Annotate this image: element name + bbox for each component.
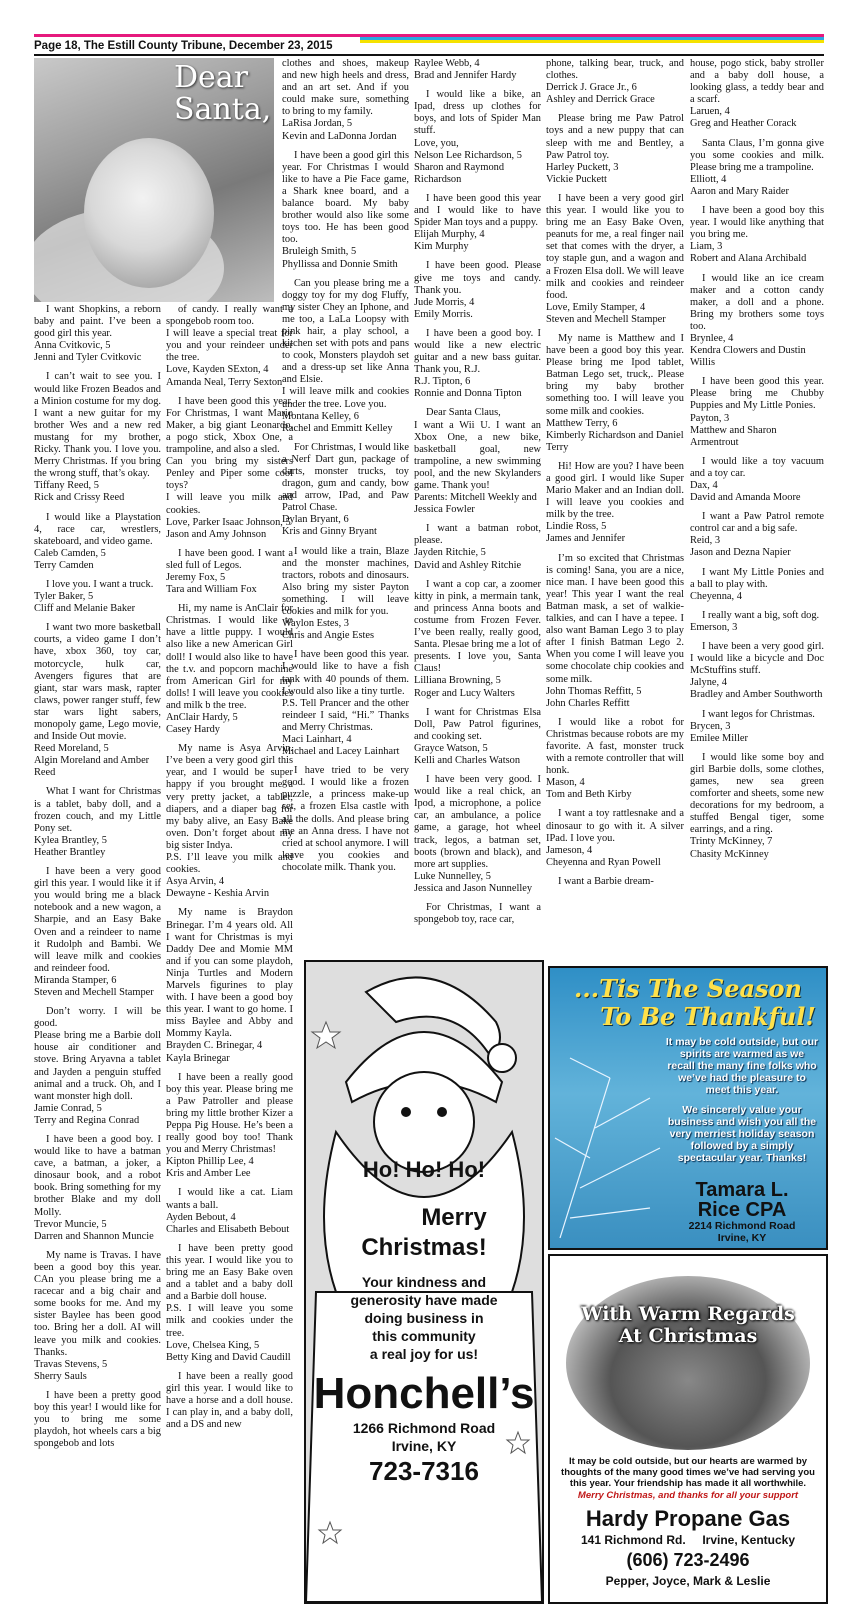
header-rule (34, 54, 824, 56)
letter-body: I have been a really good boy this year. Please bring me a Paw Patroller and please bring my little brother Kizer a Peppa Pig House. He’s been a really good boy too! Thank you and Merry Christmas! (166, 1071, 293, 1156)
letter-body: My name is Travas. I have been a good boy this year. CAn you please bring me a racecar and a big chair and some books for me. And my sister Baylee has been good too. Bring her a doll. AI will leave you milk and cookies. Thanks. (34, 1249, 161, 1358)
letter (166, 603, 293, 736)
letter-signature: Jamie Conrad, 5 Terry and Regina Conrad (34, 1102, 140, 1126)
letter (546, 58, 684, 106)
santa-photo (34, 58, 274, 302)
letter-body: I want Shopkins, a reborn baby and paint. I’ve been a good girl this year. (34, 304, 161, 340)
tamara-headline-1: ...Tis The Season (574, 974, 802, 1003)
hardy-name: Hardy Propane Gas (585, 1506, 791, 1531)
letter (34, 1006, 161, 1127)
page-header: Page 18, The Estill County Tribune, December 23, 2015 (34, 40, 333, 52)
letter-body: I want a cop car, a zoomer kitty in pink, a mermain tank, and princess Anna boots and costume from Frozen Fever. I’ve been really, really good, Santa. Plesae bring me a lot of presents. I love you, Santa Claus! (414, 578, 541, 675)
honchell-address: 1266 Richmond Road (352, 1420, 496, 1436)
letter-signature: Payton, 3 Matthew and Sharon Armentrout (690, 412, 777, 448)
tamara-name-1: Tamara L. (695, 1179, 789, 1201)
letter-body: I have tried to be very good. I would like a frozen puzzle, a princess make-up set, a frozen Elsa castle with all the dolls. And please bring me an Anna dress. I have not cried at school anymore. I will leave you cookies and chocolate milk. Thank you. (282, 765, 409, 873)
letter-body: clothes and shoes, makeup and new high heels and dress, and an art set. And if you could make sure, something to bring to my family. (282, 58, 409, 118)
pine-branch-illustration (550, 1038, 670, 1248)
letter-body: I have been a very good girl this year. I would like you to bring me an Easy Bake Oven, peanuts for me, a real finger nail set that comes with the dryer, a toy staple gun, and a wagon and a Frozen Elsa doll. We will leave milk and cookies and reindeer food. (546, 192, 684, 301)
letter-body: I have been good this year. I would like to have a fish tank with 40 pounds of them. I would also like a tiny turtle. P.S. Tell Prancer and the other reindeer I said, “Hi.” Thanks and Merry Christmas. (282, 649, 409, 733)
letter-body: I have been good. Please give me toys and candy. Thank you. (414, 260, 541, 296)
letter-signature: Love, Emily Stamper, 4 Steven and Mechell Stamper (546, 301, 666, 325)
letter (166, 1243, 293, 1364)
letter (690, 610, 824, 634)
letter-body: I want two more basketball courts, a video game I don’t have, xbox 360, toy car, motorcycle, hulk car, Avengers figures that are giant, star wars mask, rapter claws, power ranger stuff, few star wars light sabers, monopoly game, Lego movie, and Inside Out movie. (34, 622, 161, 743)
letter (414, 260, 541, 320)
letter-signature: Liam, 3 Robert and Alana Archibald (690, 241, 807, 265)
letter-body: My name is Matthew and I have been a good boy this year. Please bring me Ipod tablet, Batman Lego set, truck,. Please bring my baby brother something too. I will leave you some milk and cookies. (546, 332, 684, 417)
letter-signature: Brynlee, 4 Kendra Clowers and Dustin Willis (690, 332, 806, 369)
letter-signature: Love, Parker Isaac Johnson, 5 Jason and Amy Johnson (166, 516, 291, 540)
letter-signature: Reed Moreland, 5 Algin Moreland and Amber Reed (34, 743, 150, 779)
letter-body: I can’t wait to see you. I would like Frozen Beados and a Minion costume for my dog. I want a new guitar for my brother Wes and a new red mustang for my brother, Ricky. Thank you. I love you. Merry Christmas. If you bring the wrong stuff, that’s okay. (34, 371, 161, 480)
letter-body: I want a Barbie dream- (558, 875, 654, 887)
letter-body: I really want a big, soft dog. (702, 609, 820, 621)
letter (690, 205, 824, 265)
letter-signature: Grayce Watson, 5 Kelli and Charles Watson (414, 742, 521, 766)
letter-body: house, pogo stick, baby stroller and a baby doll house, a looking glass, a teddy bear and a scarf. (690, 58, 824, 106)
letter-body: What I want for Christmas is a tablet, baby doll, and a frozen couch, and my Little Pony set. (34, 786, 161, 834)
letter-body: phone, talking bear, truck, and clothes. (546, 58, 684, 82)
letter (414, 707, 541, 767)
letter (34, 866, 161, 999)
letter (690, 376, 824, 449)
letter (34, 304, 161, 364)
letter-body: of candy. I really want a spongebob room too. I will leave a special treat for you and your reindeer under the tree. (166, 304, 293, 364)
letter (166, 907, 293, 1064)
letter-signature: Waylon Estes, 3 Chris and Angie Estes (282, 618, 375, 642)
letter-signature: Matthew Terry, 6 Kimberly Richardson and Daniel Terry (546, 417, 684, 453)
letter (546, 876, 684, 888)
letter-signature: Jalyne, 4 Bradley and Amber Southworth (690, 677, 823, 701)
letter-body: My name is Braydon Brinegar. I’m 4 years old. All I want for Christmas is myi Daddy Dee and Momie MM and if you can some playdoh, Ninja Turtles and Modern Marvels figurines to play with. I have been a good boy this year. I want to go home. I miss Baylee and Abby and Mommy Kayla. (166, 907, 293, 1040)
letters-column-1 (34, 304, 161, 1457)
letter-body: I have been a good boy. I would like to have a batman cave, a batman, a joker, a dinosaur book, and a robot book. Bring something for my brother Blake and my doll Molly. (34, 1134, 161, 1218)
letter-body: Don’t worry. I will be good. Please bring me a Barbie doll house air conditioner and stove. Bring Aryavna a tablet and Jayden a penguin stuffed animal and a truck. Oh, and I want monster high doll. (34, 1006, 161, 1102)
letter (34, 1390, 161, 1450)
letter-signature: Asya Arvin, 4 Dewayne - Keshia Arvin (166, 876, 270, 900)
letter (414, 774, 541, 895)
honchell-city: Irvine, KY (391, 1438, 457, 1454)
letter-body: I want a Paw Patrol remote control car and a big safe. (690, 511, 824, 535)
hardy-red-line: Merry Christmas, and thanks for all your support (577, 1490, 799, 1501)
letter-signature: Mason, 4 Tom and Beth Kirby (546, 777, 632, 801)
honchell-phone: 723-7316 (369, 1456, 479, 1486)
letter-body: I would like a Playstation 4, race car, wrestlers, skateboard, and video game. (34, 511, 161, 547)
letter (34, 512, 161, 572)
letter (166, 743, 293, 900)
letter-signature: AnClair Hardy, 5 Casey Hardy (166, 712, 238, 736)
letters-column-2 (166, 304, 293, 1438)
letter (34, 622, 161, 779)
letter-body: I have been a really good girl this year. I would like to have a horse and a doll house. I can play in, and a baby doll, and a DS and new (166, 1370, 293, 1431)
letter (414, 523, 541, 571)
letter (414, 193, 541, 253)
letter-signature: Trinty McKinney, 7 Chasity McKinney (690, 836, 773, 860)
letter-body: I have been a good boy. I would like a new electric guitar and a new bass guitar. Thank you, R.J. (414, 327, 541, 376)
letter-signature: Travas Stevens, 5 Sherry Sauls (34, 1358, 108, 1382)
tamara-headline-2: To Be Thankful! (600, 1002, 816, 1031)
letter (282, 278, 409, 435)
letter-body: I want a toy rattlesnake and a dinosaur to go with it. A silver IPad. I love you. (546, 808, 684, 844)
honchell-line-5: a real joy for us! (369, 1346, 479, 1362)
letter (166, 304, 293, 389)
letter-signature: Jeremy Fox, 5 Tara and William Fox (166, 571, 257, 596)
letter-signature: Kipton Phillip Lee, 4 Kris and Amber Lee (166, 1156, 254, 1180)
letter-signature: Lindie Ross, 5 James and Jennifer (546, 521, 626, 545)
letter-body: I want My Little Ponies and a ball to play with. (690, 566, 824, 590)
letter (546, 717, 684, 802)
letter (414, 407, 541, 516)
photo-title: Dear Santa, (174, 60, 272, 127)
tamara-para-2: We sincerely value your business and wish you all the very merriest holiday season followed by a simply spectacular year. Thanks! (667, 1104, 817, 1164)
letter (34, 1134, 161, 1243)
letter-signature: Elijah Murphy, 4 Kim Murphy (414, 229, 485, 253)
letter (282, 442, 409, 539)
letter (690, 641, 824, 701)
letter (166, 396, 293, 541)
letter (546, 113, 684, 186)
letters-column-6 (690, 58, 824, 868)
honchell-line-4: this community (372, 1328, 476, 1344)
letter-body: I want legos for Christmas. (702, 708, 815, 720)
letter (34, 371, 161, 504)
letter-signature: Love, Chelsea King, 5 Betty King and David Caudill (166, 1339, 291, 1363)
letter-signature: Dylan Bryant, 6 Kris and Ginny Bryant (282, 514, 377, 538)
hardy-banner-2: At Christmas (618, 1325, 758, 1347)
hardy-message: It may be cold outside, but our hearts are warmed by thoughts of the many good times we’ve had serving you this year. Your friendship has made it all worthwhile. (561, 1456, 815, 1489)
letter (690, 752, 824, 861)
letter-signature: R.J. Tipton, 6 Ronnie and Donna Tipton (414, 376, 522, 400)
letter-body: I have been good. I want a sled full of Legos. (166, 547, 293, 571)
letter (166, 1187, 293, 1235)
letter-signature: Bruleigh Smith, 5 Phyllissa and Donnie Smith (282, 246, 398, 270)
letter-signature: Kylea Brantley, 5 Heather Brantley (34, 834, 107, 858)
letter (166, 1072, 293, 1181)
letter (546, 333, 684, 454)
letter-body: I would like some boy and girl Barbie dolls, some clothes, games, new sea green comforter and sheets, some new decorations for my bedroom, a stuffed Bengal tiger, some earrings, and a ring. (690, 751, 824, 836)
letter-body: I have been a good boy this year. I would like anything that you bring me. (690, 205, 824, 241)
letter-signature: Montana Kelley, 6 Rachel and Emmitt Kelley (282, 410, 393, 434)
honchell-line-3: doing business in (364, 1310, 484, 1326)
letter (282, 58, 409, 143)
hardy-phone: (606) 723-2496 (626, 1550, 750, 1570)
letter (34, 1250, 161, 1383)
letter (690, 567, 824, 603)
letter-signature: John Thomas Reffitt, 5 John Charles Reffitt (546, 685, 642, 709)
letter (546, 808, 684, 868)
letter-signature: Tiffany Reed, 5 Rick and Crissy Reed (34, 480, 125, 504)
hardy-staff: Pepper, Joyce, Mark & Leslie (605, 1574, 771, 1588)
letter-signature: Harley Puckett, 3 Vickie Puckett (546, 161, 619, 185)
letter (34, 786, 161, 859)
letter-signature: Trevor Muncie, 5 Darren and Shannon Muncie (34, 1218, 154, 1242)
letter (690, 58, 824, 131)
tamara-para-1: It may be cold outside, but our spirits are warmed as we recall the many fine folks who we’ve had the pleasure to meet this year. (665, 1036, 819, 1096)
hardy-address: 141 Richmond Rd. Irvine, Kentucky (580, 1533, 796, 1547)
letter-signature: Luke Nunnelley, 5 Jessica and Jason Nunnelley (414, 870, 533, 894)
letter-body: Hi! How are you? I have been a good girl. I would like Super Mario Maker and an Indian doll. I will leave you cookies and milk by the tree. (546, 460, 684, 521)
letter-body: I would like a toy vacuum and a toy car. (690, 455, 824, 479)
letter-body: Hi, my name is AnClair for Christmas. I would like to have a little puppy. I would also like a new American Girl doll! I would also like to have the t.v. and popcorn machine from American Girl for my dolls! I will leave you cookies and milk b the tree. (166, 603, 293, 711)
letter (546, 193, 684, 326)
letter-body: I have been good this year. For Christmas, I want Mario Maker, a big giant Leonardo, a pogo stick, Xbox One, a trampoline, and also a sled. Can you bring my sisters Penley and Piper some cool toys? I will leave you milk and cookies. (166, 395, 293, 516)
letters-column-4 (414, 58, 541, 933)
letter (414, 58, 541, 82)
hardy-banner-1: With Warm Regards (581, 1303, 795, 1325)
letter-signature: Love, you, Nelson Lee Richardson, 5 Sharon and Raymond Richardson (414, 137, 522, 185)
letter-signature: Caleb Camden, 5 Terry Camden (34, 547, 106, 571)
honchell-name: Honchell’s (313, 1369, 535, 1418)
letter-signature: Love, Kayden SExton, 4 Amanda Neal, Terry Sexton (166, 364, 283, 388)
letter-body: Dear Santa Claus, I want a Wii U. I want an Xbox One, a new bike, basketball goal, new trampoline, a new swimming pool, and the new Skylanders game. Thank you! (414, 407, 541, 491)
letter-signature: Tyler Baker, 5 Cliff and Melanie Baker (34, 591, 136, 615)
letter-body: Santa Claus, I’m gonna give you some cookies and milk. Please bring me a trampoline. (690, 137, 824, 173)
letter (166, 548, 293, 596)
letter-signature: Reid, 3 Jason and Dezna Napier (690, 535, 791, 559)
letter-body: I would like a cat. Liam wants a ball. (166, 1187, 293, 1211)
letter (282, 765, 409, 874)
letter-body: I want for Christmas Elsa Doll, Paw Patrol figurines, and cooking set. (414, 706, 541, 742)
hardy-propane-ad (548, 1254, 828, 1604)
letter-body: I’m so excited that Christmas is coming! Sana, you are a nice, nice man. I have been good this year! This year I want the real Batman mask, a set of walkie-talkies, and can I have a tepee. I also want Baman Lego 3 to play after I finish Batman Lego 2. When you come I will leave you some chocolate chip cookies and some milk. (546, 552, 684, 685)
letter (414, 89, 541, 186)
letter-body: I have been pretty good this year. I would like you to bring me an Easy Bake oven and a tablet and a baby doll and a Barbie doll house. P.S. I will leave you some milk and cookies under the tree. (166, 1242, 293, 1339)
letter-body: Please bring me Paw Patrol toys and a new puppy that can sleep with me and Bentley, a Paw Patrol toy. (546, 113, 684, 161)
letter (414, 902, 541, 926)
letter-body: I have been a good girl this year. For Christmas I would like to have a Pie Face game, a Shark knee board, and a balance board. My baby brother would also like some toys too. He has been good too. (282, 149, 409, 246)
letter (282, 649, 409, 758)
letter-signature: Jayden Ritchie, 5 David and Ashley Ritchie (414, 547, 522, 571)
letter-signature: Elliott, 4 Aaron and Mary Raider (690, 173, 789, 197)
letter-signature: Maci Lainhart, 4 Michael and Lacey Lainhart (282, 733, 400, 758)
letter-signature: LaRisa Jordan, 5 Kevin and LaDonna Jordan (282, 118, 397, 142)
letter-signature: Miranda Stamper, 6 Steven and Mechell Stamper (34, 974, 154, 998)
letter-body: I love you. I want a truck. (46, 578, 154, 590)
letter-body: I have been a very good girl this year. I would like it if you would bring me a black notebook and a new wagon, a Sharpie, and an Easy Bake Oven and a reindeer to name it Rudolph and Bambi. We will leave milk and cookies and reindeer food. (34, 866, 161, 974)
tamara-address: 2214 Richmond Road (688, 1220, 796, 1232)
letter-signature: Anna Cvitkovic, 5 Jenni and Tyler Cvitkovic (34, 340, 142, 364)
letter (282, 150, 409, 271)
letter (690, 709, 824, 745)
letter-signature: Parents: Mitchell Weekly and Jessica Fowler (414, 492, 537, 516)
letter-body: I would like an ice cream maker and a cotton candy maker, a doll and a phone. Bring my brothers some toys too. (690, 272, 824, 332)
letter-body: I have been very good. I would like a real chick, an Ipod, a microphone, a police car, an ambulance, a police game, a garage, hot wheel track, legos, a batman set, boots (brown and black), and more art supplies. (414, 774, 541, 870)
letter-signature: Brayden C. Brinegar, 4 Kayla Brinegar (166, 1040, 263, 1064)
letter-body: I have been good this year and I would like to have Spider Man toys and a puppy. (414, 192, 541, 229)
letter-signature: Brycen, 3 Emilee Miller (690, 720, 748, 744)
letter-signature: Ayden Bebout, 4 Charles and Elisabeth Bebout (166, 1211, 290, 1235)
ho-ho-ho: Ho! Ho! Ho! (362, 1157, 486, 1182)
letter (414, 579, 541, 700)
letter-signature: Cheyenna, 4 (690, 590, 742, 602)
letter-signature: Laruen, 4 Greg and Heather Corack (690, 106, 797, 130)
letter (414, 328, 541, 401)
letter (34, 579, 161, 615)
letter-signature: Lilliana Browning, 5 Roger and Lucy Walters (414, 675, 515, 699)
letter-body: I have been a very good girl. I would like a bicycle and Doc McStuffins stuff. (690, 641, 824, 677)
letter (546, 461, 684, 546)
letter-body: I have been a pretty good boy this year! I would like for you to bring me some playdoh, hot wheels cars a big spongebob and lots (34, 1389, 161, 1450)
tamara-city: Irvine, KY (717, 1232, 767, 1244)
letter (546, 553, 684, 710)
honchell-line-1: Your kindness and (361, 1274, 487, 1290)
letter-body: I would like a train, Blaze and the monster machines, tractors, robots and dinosaurs. Also bring my sister Payton something. I will leave cookies and milk for you. (282, 545, 409, 618)
letters-column-5 (546, 58, 684, 895)
letter-body: For Christmas, I would like a Nerf Dart gun, package of darts, monster trucks, toy dragon, gum and candy, bow and arrow, IPad, and Paw Patrol Chase. (282, 441, 409, 514)
letter-signature: Dax, 4 David and Amanda Moore (690, 480, 801, 504)
tamara-name-2: Rice CPA (697, 1199, 787, 1221)
letter-body: I would like a robot for Christmas because robots are my favorite. A fast, monster truck with a remote controller that will honk. (546, 716, 684, 777)
letter-signature: Raylee Webb, 4 Brad and Jennifer Hardy (414, 58, 517, 82)
letter (690, 511, 824, 559)
letter (690, 273, 824, 370)
letter-signature: Emerson, 3 (690, 621, 738, 633)
letter-signature: Derrick J. Grace Jr., 6 Ashley and Derrick Grace (546, 82, 655, 106)
honchells-ad (304, 960, 544, 1604)
color-bar-yellow (360, 40, 824, 43)
honchell-line-2: generosity have made (350, 1292, 498, 1308)
letter-body: I have been good this year. Please bring me Chubby Puppies and My Little Ponies. (690, 376, 824, 412)
tamara-rice-cpa-ad (548, 966, 828, 1250)
letter-signature: Jameson, 4 Cheyenna and Ryan Powell (546, 844, 661, 868)
letter (166, 1371, 293, 1431)
letter-body: I would like a bike, an Ipad, dress up clothes for boys, and lots of Spider Man stuff. (414, 89, 541, 137)
letter-body: My name is Asya Arvin. I’ve been a very good girl this year, and I would be super happy if you brought me a very pretty jacket, a tablet, diapers, and a diaper bag for my baby alive, an Easy Bake oven. Don’t forget about my big sister Indya. P.S. I’ll leave you milk and cookies. (166, 743, 293, 876)
christmas-heading: Christmas! (361, 1234, 487, 1261)
letter (690, 456, 824, 504)
letter (282, 546, 409, 643)
merry-heading: Merry (421, 1204, 487, 1231)
letter-signature: Jude Morris, 4 Emily Morris. (414, 296, 475, 320)
letter (690, 138, 824, 198)
letter-body: Can you please bring me a doggy toy for my dog Fluffy, my sister Chey an Iphone, and me too, a LaLa Loopsy with pink hair, a play school, a kitchen set with pots and pans to cook, Monsters playdoh set and a dress-up set like Anna and Elsie. I will leave milk and cookies under the tree. Love you. (282, 277, 409, 410)
letter-body: For Christmas, I want a spongebob toy, race car, (414, 902, 541, 926)
letters-column-3 (282, 58, 409, 881)
letter-body: I want a batman robot, please. (414, 523, 541, 547)
child-face (84, 138, 214, 288)
